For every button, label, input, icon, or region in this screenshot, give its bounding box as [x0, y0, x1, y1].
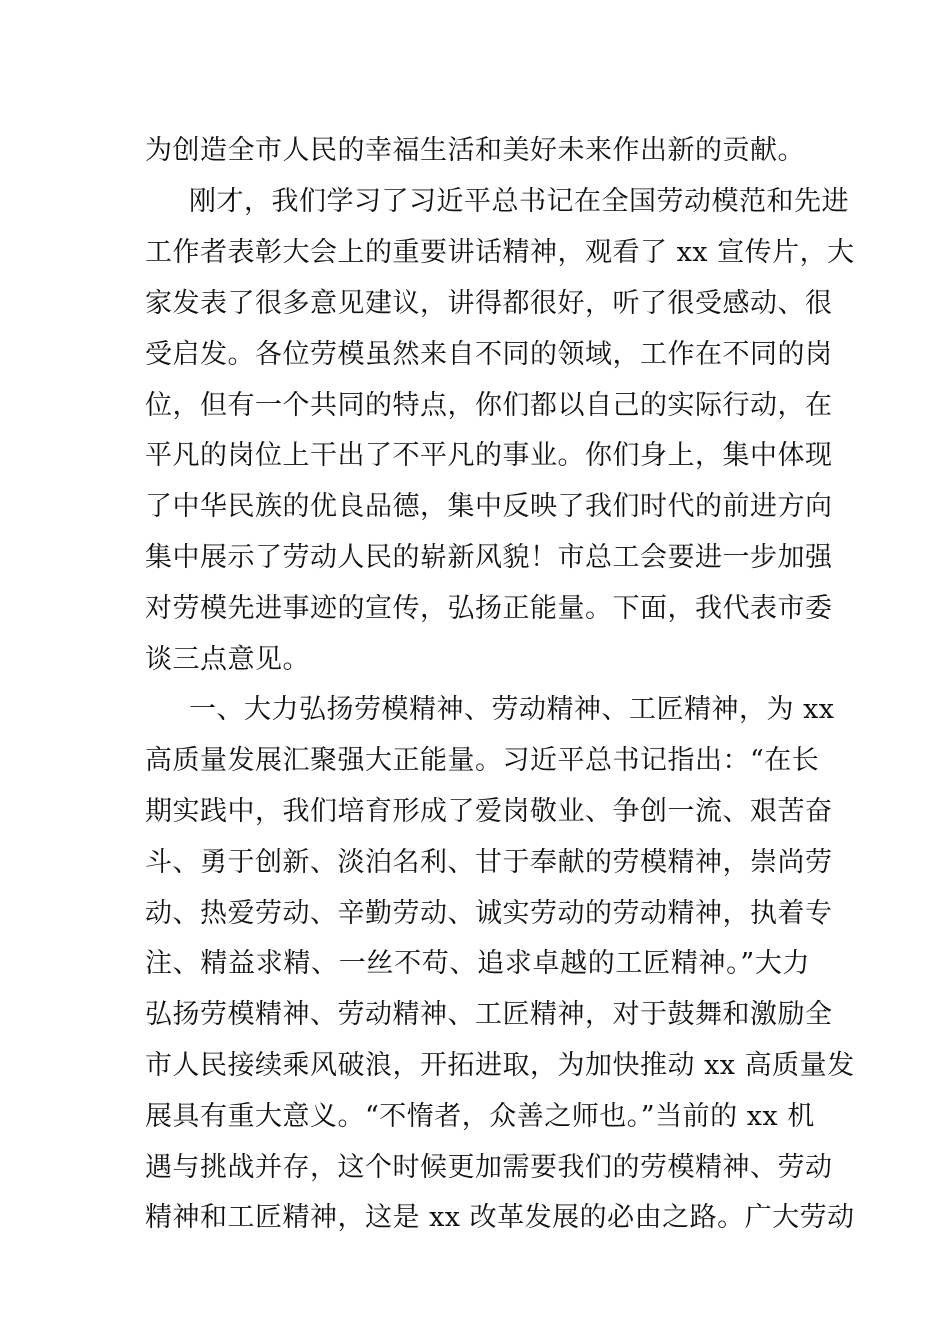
text-line: 为创造全市人民的幸福生活和美好未来作出新的贡献。	[145, 135, 805, 166]
paragraph-first-line: 刚才，我们学习了习近平总书记在全国劳动模范和先进	[189, 186, 849, 217]
text-line: 斗、勇于创新、淡泊名利、甘于奉献的劳模精神，崇尚劳	[145, 847, 833, 878]
text-line: 家发表了很多意见建议，讲得都很好，听了很受感动、很	[145, 288, 833, 319]
text-line: 动、热爱劳动、辛勤劳动、诚实劳动的劳动精神，执着专	[145, 898, 833, 929]
text-line: 了中华民族的优良品德，集中反映了我们时代的前进方向	[145, 491, 833, 522]
text-line: 展具有重大意义。“不惰者，众善之师也。”当前的 xx 机	[145, 1101, 815, 1132]
text-line: 弘扬劳模精神、劳动精神、工匠精神，对于鼓舞和激励全	[145, 999, 833, 1030]
section-heading-line: 一、大力弘扬劳模精神、劳动精神、工匠精神，为 xx	[189, 694, 835, 725]
text-line: 位，但有一个共同的特点，你们都以自己的实际行动，在	[145, 390, 833, 421]
text-line: 注、精益求精、一丝不苟、追求卓越的工匠精神。”大力	[145, 948, 810, 979]
text-line: 平凡的岗位上干出了不平凡的事业。你们身上，集中体现	[145, 440, 833, 471]
text-line: 集中展示了劳动人民的崭新风貌！市总工会要进一步加强	[145, 542, 833, 573]
text-line: 受启发。各位劳模虽然来自不同的领域，工作在不同的岗	[145, 339, 833, 370]
text-line: 期实践中，我们培育形成了爱岗敬业、争创一流、艰苦奋	[145, 796, 833, 827]
text-line: 遇与挑战并存，这个时候更加需要我们的劳模精神、劳动	[145, 1152, 833, 1183]
text-line: 精神和工匠精神，这是 xx 改革发展的必由之路。广大劳动	[145, 1202, 855, 1233]
text-line: 对劳模先进事迹的宣传，弘扬正能量。下面，我代表市委	[145, 593, 833, 624]
text-line: 高质量发展汇聚强大正能量。习近平总书记指出：“在长	[145, 745, 820, 776]
text-line: 工作者表彰大会上的重要讲话精神，观看了 xx 宣传片，大	[145, 237, 855, 268]
text-line: 谈三点意见。	[145, 644, 310, 675]
text-line: 市人民接续乘风破浪，开拓进取，为加快推动 xx 高质量发	[145, 1050, 855, 1081]
